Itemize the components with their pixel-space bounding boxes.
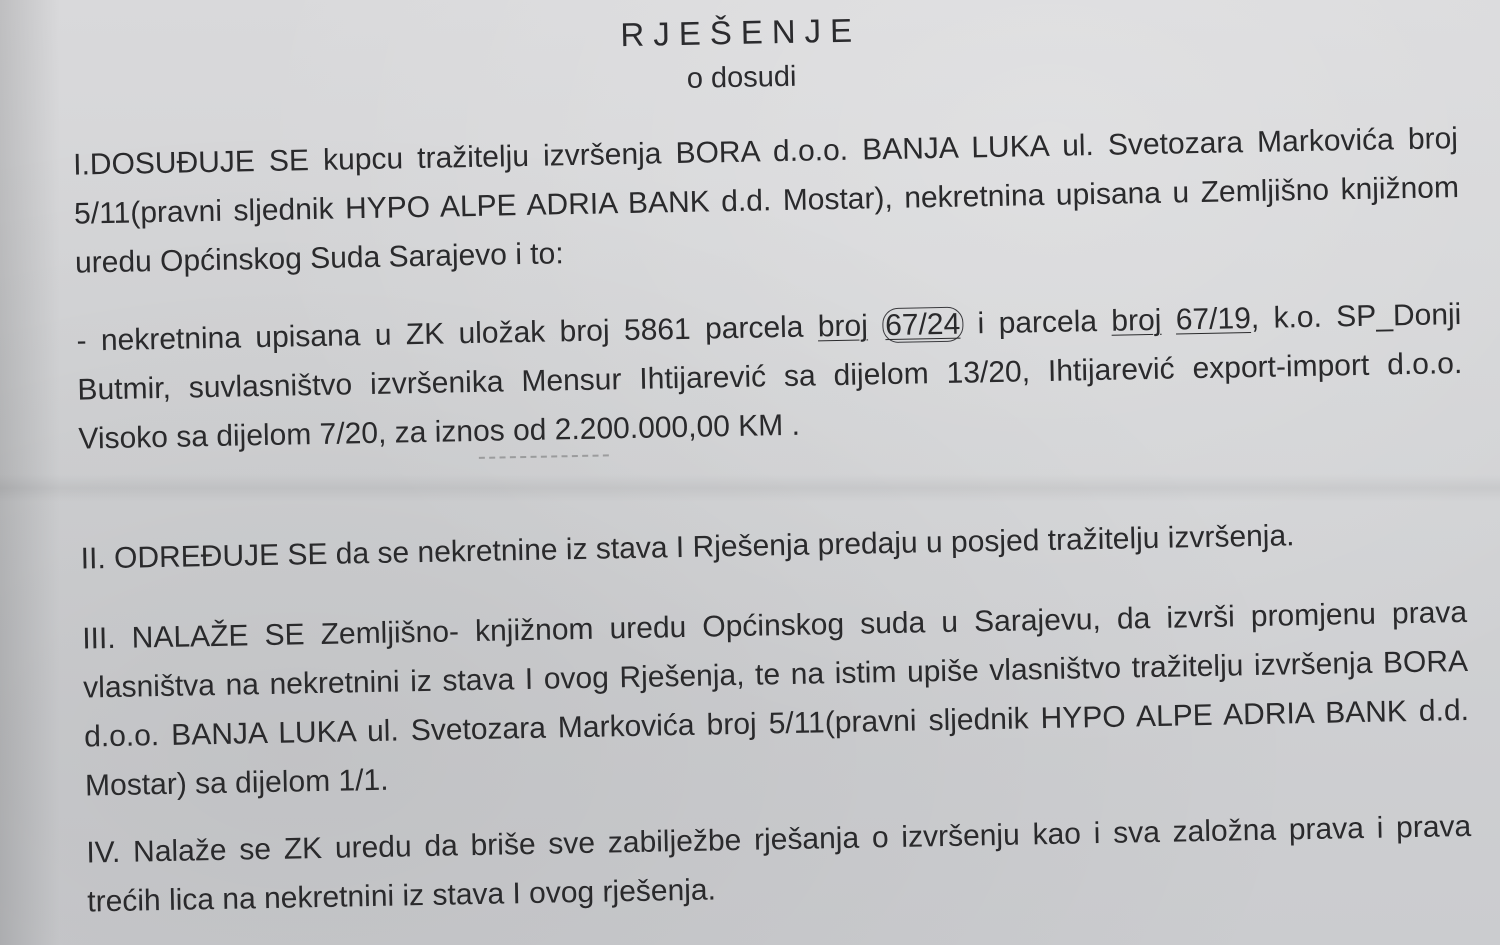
section-1-item	[76, 290, 1464, 464]
broj-label-1: broj	[817, 309, 869, 344]
document-subtitle: o dosudi	[686, 60, 797, 95]
section-1-item-mid: i parcela	[962, 304, 1112, 341]
parcel-number-2: 67/19	[1175, 302, 1252, 337]
document-title: RJEŠENJE	[620, 11, 862, 54]
section-1-item-prefix: - nekretnina upisana u ZK uložak broj 5861 parcela	[76, 310, 819, 358]
section-1-paragraph: I.DOSUĐUJE SE kupcu tražitelju izvršenja BORA d.o.o. BANJA LUKA ul. Svetozara Markovića broj 5/11(pravni sljednik HYPO ALPE ADRIA BANK d.d. Mostar), nekretnina upisana u Zemljišno knjižnom uredu Općinskog Suda Sarajevo i to:	[72, 122, 1460, 280]
section-4-paragraph: IV. Nalaže se ZK uredu da briše sve zabilježbe rješanja o izvršenju kao i sva založna prava i prava trećih lica na nekretnini iz stava I ovog rješenja.	[86, 809, 1472, 919]
parcel-number-1: 67/24	[882, 307, 964, 344]
section-1-item-suffix: , k.o. SP_Donji Butmir, suvlasništvo izvršenika Mensur Ihtijarević sa dijelom 13/20, Ihtijarević export-import d.o.o. Visoko sa dijelom 7/20, za iznos od 2.200.000,00 KM .	[77, 298, 1463, 456]
section-2-paragraph: II. ODREĐUJE SE da se nekretnine iz stava I Rješenja predaju u posjed tražitelju izvršenja.	[80, 519, 1295, 576]
section-3-paragraph: III. NALAŽE SE Zemljišno- knjižnom uredu Općinskog suda u Sarajevu, da izvrši promjenu prava vlasništva na nekretnini iz stava I ovog Rješenja, te na istim upiše vlasništvo tražitelju izvršenja BORA d.o.o. BANJA LUKA ul. Svetozara Markovića broj 5/11(pravni sljednik HYPO ALPE ADRIA BANK d.d. Mostar) sa dijelom 1/1.	[81, 595, 1470, 803]
broj-label-2: broj	[1111, 303, 1162, 338]
